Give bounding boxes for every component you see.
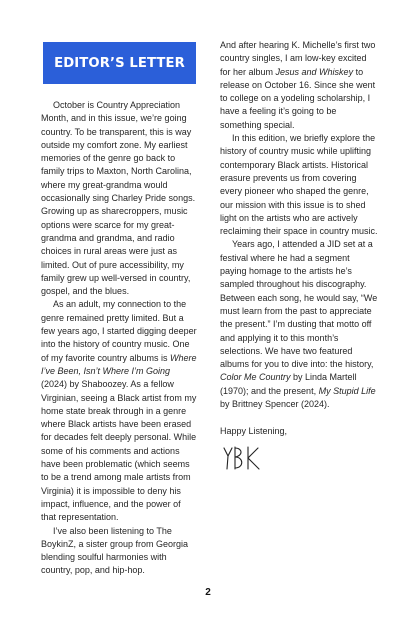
album-title: Color Me Country bbox=[220, 372, 291, 383]
paragraph-boykinz: I’ve also been listening to The BoykinZ, a sister group from Georgia blending soulful harmonies with country, pop, and hip-hop. bbox=[41, 525, 189, 576]
editors-letter-banner bbox=[43, 42, 196, 84]
paragraph-k-michelle: And after hearing K. Michelle’s first two country singles, I am low-key excited for her album Jesus and Whiskey to release on October 16. Since she went to college on a yodeling scholarship, I have a feeling it’s going to be something special. bbox=[220, 40, 376, 130]
paragraph-jid-set: Years ago, I attended a JID set at a festival where he had a segment paying homage to the artists he’s sampled throughout his discography. Between each song, he would say, “We must learn from the past to appreciate the present.” I’m dusting that motto off and applying it to this month’s selections. We have two featured albums for you to dive into: the history, Color Me Country by Linda Martell (1970); and the present, My Stupid Life by Brittney Spencer (2024). bbox=[220, 239, 378, 410]
album-title: Where I’ve Been, Isn’t Where I’m Going bbox=[41, 352, 197, 376]
banner-title: EDITOR’S LETTER bbox=[54, 55, 185, 71]
album-title: My Stupid Life bbox=[318, 385, 376, 396]
paragraph-country-month: October is Country Appreciation Month, and in this issue, we’re going country. To be transparent, this is way outside my comfort zone. My earliest memories of the genre go back to family trips to Maxton, North Carolina, where my great-grandma would occasionally sing Charley Pride songs. Growing up as sharecroppers, music options were scarce for my great-grandma and grandma, and radio choices in rural areas were just as limited. Out of pure accessibility, my family grew up well-versed in country, gospel, and the blues. bbox=[41, 100, 196, 297]
handwritten-signature bbox=[222, 444, 262, 472]
paragraph-this-edition: In this edition, we briefly explore the history of country music while uplifting contemporary Black artists. Historical erasure prevents us from covering every pioneer who shaped the genre, our mission with this issue is to shed light on the artists who are actively reclaiming their space in country music. bbox=[220, 133, 378, 237]
paragraph-adult-connection: As an adult, my connection to the genre remained pretty limited. But a few years ago, I started digging deeper into the history of country music. One of my favorite country albums is Where I’ve Been, Isn’t Where I’m Going (2024) by Shaboozey. As a fellow Virginian, seeing a Black artist from my home state break through in a genre where Black artists have been erased for decades felt deeply personal. While some of his comments and actions have been problematic (which seems to be a trend among male artists from Virginia) it is impossible to deny his impact, influence, and the power of that representation. bbox=[41, 299, 197, 523]
signoff-text: Happy Listening, bbox=[220, 425, 288, 436]
page-number: 2 bbox=[205, 587, 211, 598]
right-column bbox=[220, 39, 378, 472]
left-column bbox=[41, 99, 198, 578]
album-title: Jesus and Whiskey bbox=[275, 66, 354, 77]
